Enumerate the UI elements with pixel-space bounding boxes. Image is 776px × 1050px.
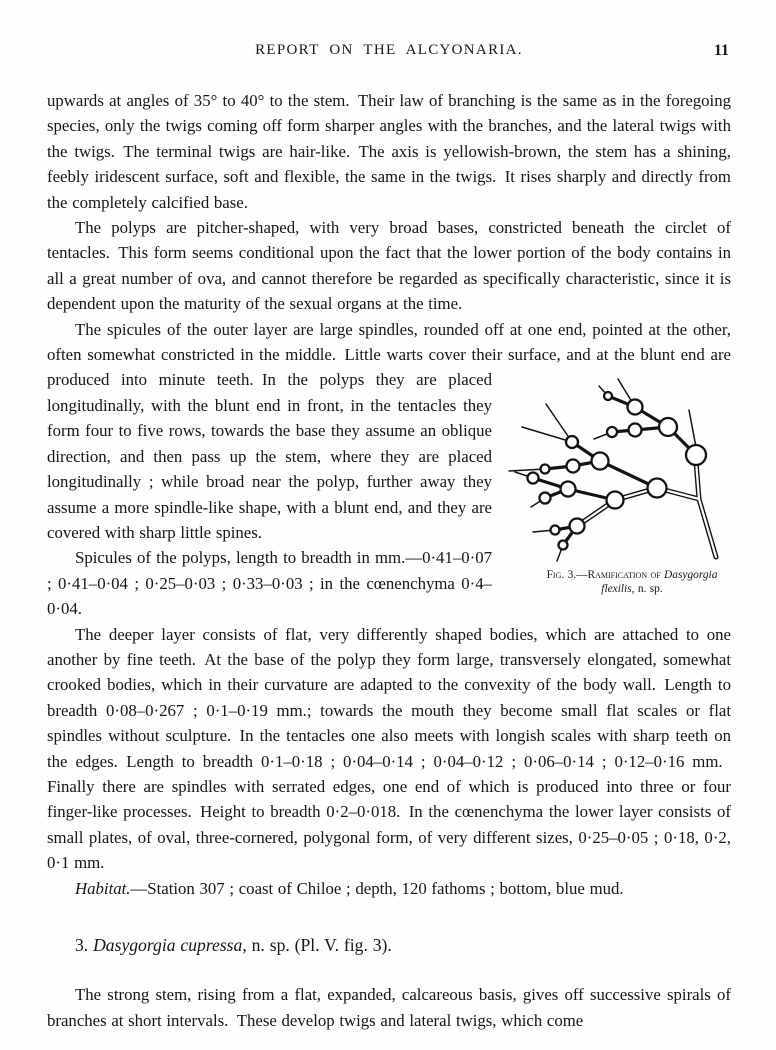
figure-3 (506, 371, 758, 597)
paragraph-polyps: The polyps are pitcher-shaped, with very broad bases, constricted beneath the circlet of tentacles. This form seems conditional upon the fact that the lower portion of the body contains in all a great number of ova, and cannot therefore be regarded as specifically characteristic, since it is dependent upon the maturity of the sexual organs at the time. (47, 218, 731, 314)
page-body (47, 88, 731, 1033)
paragraph-deeper-layer: The deeper layer consists of flat, very differently shaped bodies, which are attached to one another by fine teeth. At the base of the polyp they form large, transversely elongated, somewhat crooked bodies, which in their curvature are adapted to the convexity of the body wall. Length to breadth 0·08–0·267 ; 0·1–0·19 mm.; towards the mouth they become small flat scales or flat spindles without sculpture. In the tentacles one also meets with longish scales with sharp teeth on the edges. Length to breadth 0·1–0·18 ; 0·04–0·14 ; 0·04–0·12 ; 0·06–0·14 ; 0·12–0·16 mm. Finally there are spindles with serrated edges, one end of which is produced into three or four finger-like processes. Height to breadth 0·2–0·018. In the cœnenchyma the lower layer consists of small plates, of oval, three-cornered, polygonal form, of very different sizes, 0·25–0·05 ; 0·18, 0·2, 0·1 mm. (47, 624, 731, 873)
section-species-name: Dasygorgia cupressa (93, 935, 243, 955)
section-heading-dasygorgia-cupressa (47, 933, 731, 958)
paragraph-strong-stem: The strong stem, rising from a flat, expanded, calcareous basis, gives off successive spirals of branches at short intervals. These develop twigs and lateral twigs, which come (47, 985, 731, 1030)
paragraph-spicules-outer-text: The spicules of the outer layer are large spindles, rounded off at one end, pointed at the other, often somewhat constricted in the middle. Little warts cover their surface, and at the blunt end are produced into minute teeth. In the polyps they are placed longitudinally, with the blunt end in front, in the tentacles they form four to five rows, towards the base they assume an oblique direction, and then pass up the stem, where they are placed longitudinally ; while broad near the polyp, further away they assume a more spindle-like shape, with a blunt end, and they are covered with sharp little spines. (47, 319, 731, 542)
page-number: 11 (713, 42, 729, 59)
figure-caption-suffix: , n. sp. (631, 583, 663, 596)
section-suffix: , n. sp. (Pl. V. fig. 3). (242, 935, 392, 955)
habitat-label: Habitat. (75, 878, 131, 898)
figure-caption-prefix: Fig. 3.—Ramification of (546, 568, 665, 581)
paragraph-spicule-measurements: Spicules of the polyps, length to breadth in mm.—0·41–0·07 ; 0·41–0·04 ; 0·25–0·03 ; 0·33–0·03 ; in the cœnenchyma 0·4–0·04. (47, 548, 492, 619)
section-number: 3. (75, 935, 94, 955)
figure-caption-species: Dasygorgia flexilis (601, 568, 718, 596)
running-head-title: REPORT ON THE ALCYONARIA. (255, 42, 523, 58)
paragraph-branching: upwards at angles of 35° to 40° to the stem. Their law of branching is the same as in the foregoing species, only the twigs coming off form sharper angles with the branches, and the lateral twigs with the twigs. The terminal twigs are hair-like. The axis is yellowish-brown, the stem has a shining, feebly iridescent surface, soft and flexible, the same in the twigs. It rises sharply and directly from the completely calcified base. (47, 91, 731, 212)
page-header (47, 42, 731, 62)
ramification-diagram (506, 371, 758, 563)
figure-caption (529, 568, 735, 597)
paragraph-habitat (47, 876, 731, 901)
habitat-text: —Station 307 ; coast of Chiloe ; depth, 120 fathoms ; bottom, blue mud. (130, 878, 624, 898)
